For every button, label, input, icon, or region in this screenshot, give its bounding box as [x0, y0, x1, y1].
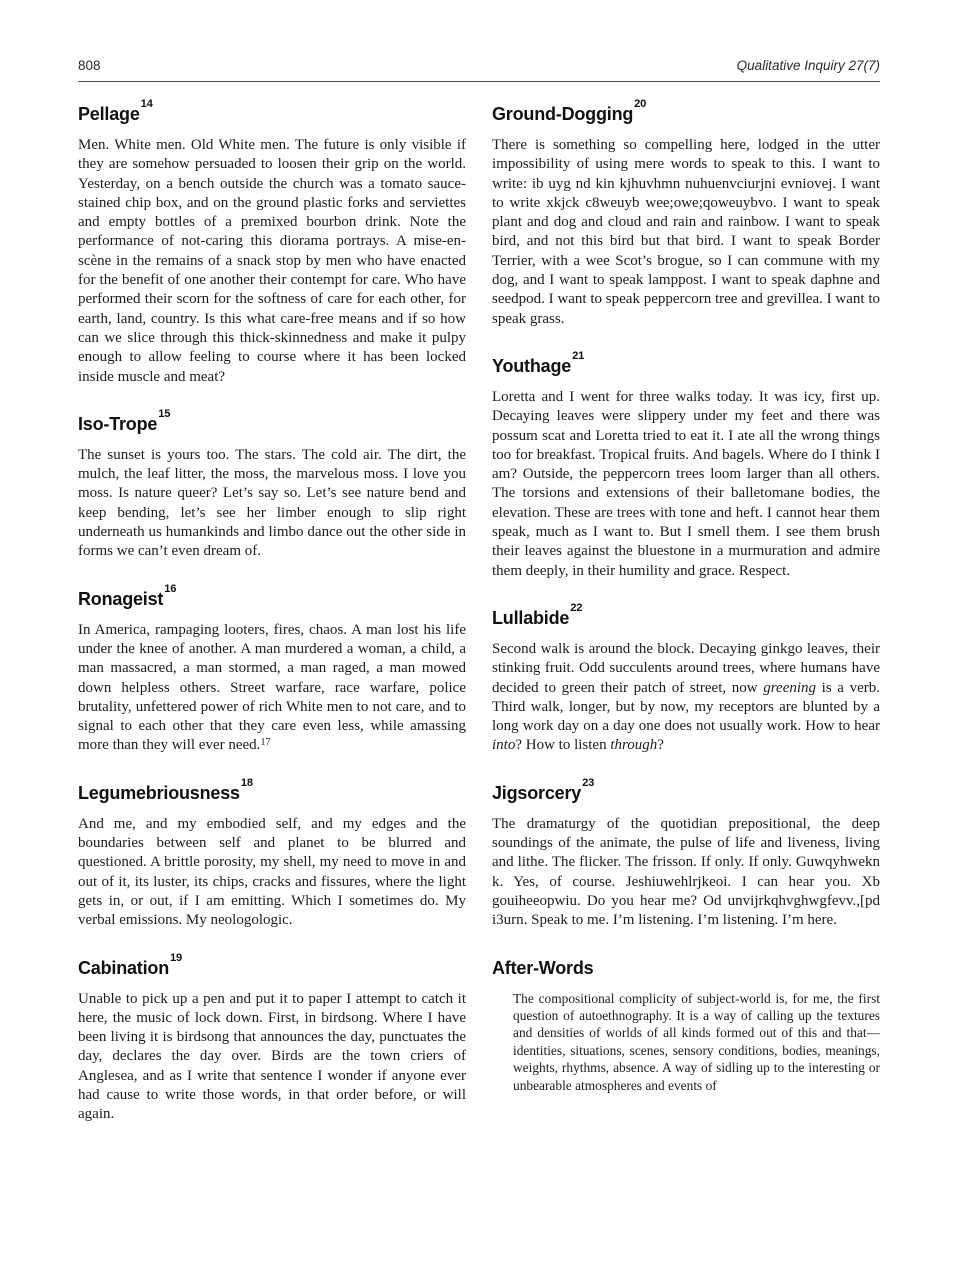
journal-title: Qualitative Inquiry 27(7)	[736, 58, 880, 73]
section-ronageist	[78, 583, 466, 756]
section-ground-dogging	[492, 98, 880, 329]
section-paragraph: In America, rampaging looters, fires, chaos. A man lost his life under the knee of another. A man murdered a woman, a child, a man massacred, a man stormed, a man raged, a man mowed down helpless others. Street warfare, race warfare, police brutality, unfettered power of rich White men to not care, and to signal to each other that they care even less, while amassing more than they will ever need.$^{17}$	[78, 621, 466, 754]
section-heading	[78, 583, 466, 610]
section-heading	[492, 777, 880, 804]
running-head	[78, 58, 880, 82]
section-heading	[78, 408, 466, 435]
section-heading	[492, 602, 880, 629]
section-paragraph: Unable to pick up a pen and put it to paper I attempt to catch it here, the music of lock down. First, in birdsong. Where I have been living it is birdsong that announces the day, punctuates the day, declares the day over. Birds are the town criers of Anglesea, and as I write that sentence I wonder if anyone ever had cause to write those words, in that order before, or will again.	[78, 990, 466, 1123]
section-title: Lullabide	[492, 607, 570, 628]
section-title: Ground-Dogging	[492, 104, 634, 124]
section-youthage	[492, 350, 880, 581]
section-paragraph: Second walk is around the block. Decaying ginkgo leaves, their stinking fruit. Odd succulents around trees, where humans have decided to green their patch of street, now greening is a verb. Third walk, longer, but by now, my receptors are blunted by a long work day on a day one does not usually work. How to hear into? How to listen through?	[492, 640, 880, 754]
section-iso-trope	[78, 408, 466, 562]
footnote-ref: 18	[240, 777, 253, 790]
section-title: Iso-Trope	[78, 413, 158, 434]
section-lullabide	[492, 602, 880, 756]
section-heading	[78, 98, 466, 125]
section-title: After-Words	[492, 957, 594, 978]
section-paragraph: Loretta and I went for three walks today. It was icy, first up. Decaying leaves were slippery under my feet and there was possum scat and Loretta tried to eat it. I ate all the wrong things too for breakfast. Tropical fruits. And bagels. Where do I think I am? Outside, the peppercorn trees loom larger than all others. The torsions and extensions of their balletomane bodies, the elevation. These are trees with tone and heft. I cannot hear them speak, much as I want to. But I smell them. I see them brush their leaves against the bluestone in a murmuration and admire them deeply, in their humility and grace. Respect.	[492, 388, 880, 579]
section-paragraph: The sunset is yours too. The stars. The cold air. The dirt, the mulch, the leaf litter, the moss, the marvelous moss. I love you moss. Is nature queer? Let’s say so. Let’s see nature bend and keep bending, let’s see her limber enough to slip right underneath us humankinds and limbo dance out the other side in forms we can’t even dream of.	[78, 446, 466, 560]
footnote-ref: 14	[140, 98, 153, 111]
section-legumebriousness	[78, 777, 466, 931]
footnote-ref: 21	[572, 350, 585, 363]
footnote-ref: 22	[570, 602, 583, 615]
section-pellage	[78, 98, 466, 387]
section-heading	[492, 958, 880, 979]
section-paragraph: The dramaturgy of the quotidian prepositional, the deep soundings of the animate, the pulse of life and liveness, living and lithe. The flicker. The frisson. If only. If only. Guwqyhwekn k. Yes, of course. Jeshiuwehlrjkeoi. I can hear you. Xb gouiheeopwiu. Do you hear me? Od unvijrkqhvghwgfevv.,[pd i3urn. Speak to me. I’m listening. I’m listening. I’m here.	[492, 815, 880, 929]
section-jigsorcery	[492, 777, 880, 931]
section-after-words	[492, 958, 880, 1094]
section-title: Cabination	[78, 957, 169, 978]
left-column	[78, 98, 466, 1125]
section-paragraph: And me, and my embodied self, and my edges and the boundaries between self and planet to be blurred and questioned. A brittle porosity, my shell, my need to move in and out of it, its luster, its chips, cracks and fissures, where the light gets in, or out, if I am emitting. Which I sometimes do. My verbal emissions. My neologologic.	[78, 815, 466, 929]
footnote-ref: 15	[158, 408, 171, 421]
section-title: Pellage	[78, 104, 140, 124]
section-title: Ronageist	[78, 588, 164, 609]
footnote-ref: 19	[170, 951, 183, 964]
section-title: Jigsorcery	[492, 782, 582, 803]
footnote-ref: 16	[164, 583, 177, 596]
two-column-body	[78, 98, 880, 1125]
page-number: 808	[78, 58, 101, 73]
section-heading	[78, 951, 466, 979]
section-title: Youthage	[492, 355, 572, 376]
right-column	[492, 98, 880, 1125]
section-heading	[78, 777, 466, 804]
footnote-ref: 23	[582, 777, 595, 790]
section-paragraph: Men. White men. Old White men. The future is only visible if they are somehow persuaded to loosen their grip on the world. Yesterday, on a bench outside the church was a tomato sauce-stained chip box, and on the ground plastic forks and serviettes and empty bottles of a premixed bourbon drink. Note the performance of not-caring this diorama portrays. A mise-en-scène in the remains of a snack stop by men who have enacted for the benefit of one another their contempt for care. Who have performed their scorn for the softness of care for each other, for earth, land, country. Is this what care-free means and if so how can we slice through this thick-skinnedness and make it pulpy enough to allow feeling to course where it has been locked inside muscle and meat?	[78, 137, 466, 385]
section-heading	[492, 98, 880, 125]
section-paragraph: There is something so compelling here, lodged in the utter impossibility of using mere words to speak to this. I want to write: ib uyg nd kin kjhuvhmn nuhuenvciurjni evniovej. I want to write xkjck c8weuyb wee;owe;qoweuybvo. I want to speak plant and dog and cloud and rain and rainbow. I want to speak bird, and not this bird but that bird. I want to speak Border Terrier, with a wee Scot’s brogue, so I can commune with my dog, and I want to speak lamppost. I want to speak daphne and seedpod. I want to speak peppercorn tree and grevillea. I want to speak grass.	[492, 137, 880, 327]
footnote-ref: 20	[634, 98, 647, 111]
section-title: Legumebriousness	[78, 782, 240, 803]
section-cabination	[78, 951, 466, 1125]
section-heading	[492, 350, 880, 377]
section-paragraph: The compositional complicity of subject-world is, for me, the first question of autoethnography. It is a way of calling up the textures and densities of worlds of all kinds formed out of this and that—identities, situations, scenes, sensory conditions, bodies, meanings, weights, rhythms, absence. A way of sidling up to the interesting or unbearable atmospheres and events of	[513, 990, 880, 1093]
